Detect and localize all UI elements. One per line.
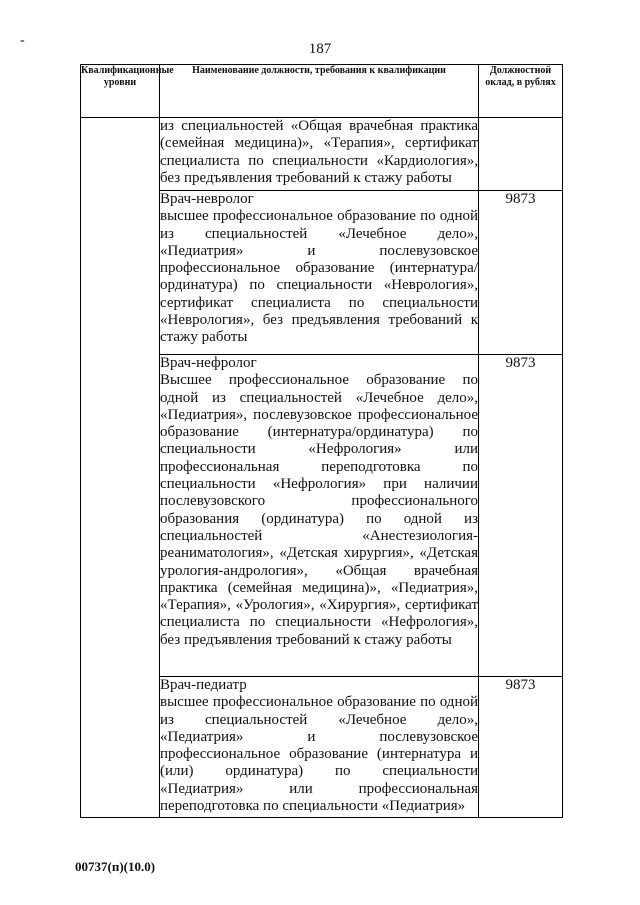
position-requirements: высшее профессиональное образование по одной из специальностей «Лечебное дело», «Педиатрия» и послевузовское профессиональное образование (интернатура/ординатура) по специальности «Неврология», сертификат специалиста по специальности «Неврология», без предъявления требований к стажу работы [160,208,478,346]
position-title: Врач-нефролог [160,355,257,371]
qualification-table [80,64,563,818]
table-header-row [81,65,563,118]
position-title: Врач-невролог [160,191,254,207]
position-requirements: Высшее профессиональное образование по одной из специальностей «Лечебное дело», «Педиатрия», послевузовское профессиональное образование (интернатура/ординатура) по специальности «Нефрология» или профессиональная переподготовка по специальности «Нефрология» при наличии послевузовского профессионального образования (ординатура) по одной из специальностей «Анестезиология-реаниматология», «Детская хирургия», «Детская урология-андрология», «Общая врачебная практика (семейная медицина)», «Педиатрия», «Терапия», «Урология», «Хирургия», сертификат специалиста по специальности «Нефрология», без предъявления требований к стажу работы [160,372,478,648]
page-number: 187 [308,41,332,57]
corner-mark: - [20,33,25,48]
header-qualification-levels: Квалификационные уровни [81,65,160,118]
document-code: 00737(п)(10.0) [75,859,156,874]
salary-cell [479,118,563,191]
position-cell [160,677,479,818]
position-cell [160,355,479,677]
salary-cell: 9873 [479,191,563,355]
position-requirements: из специальностей «Общая врачебная практика (семейная медицина)», «Терапия», сертификат специалиста по специальности «Кардиология», без предъявления требований к стажу работы [160,118,478,186]
position-title: Врач-педиатр [160,677,247,693]
salary-cell: 9873 [479,677,563,818]
position-cell [160,118,479,191]
table-row [81,118,563,191]
header-position-requirements: Наименование должности, требования к квалификации [160,65,479,118]
header-salary: Должностной оклад, в рублях [479,65,563,118]
position-cell [160,191,479,355]
position-requirements: высшее профессиональное образование по одной из специальностей «Лечебное дело», «Педиатрия» и послевузовское профессиональное образование (интернатура и (или) ординатура) по специальности «Педиатрия» или профессиональная переподготовка по специальности «Педиатрия» [160,694,478,815]
qualification-level-cell [81,118,160,818]
salary-cell: 9873 [479,355,563,677]
